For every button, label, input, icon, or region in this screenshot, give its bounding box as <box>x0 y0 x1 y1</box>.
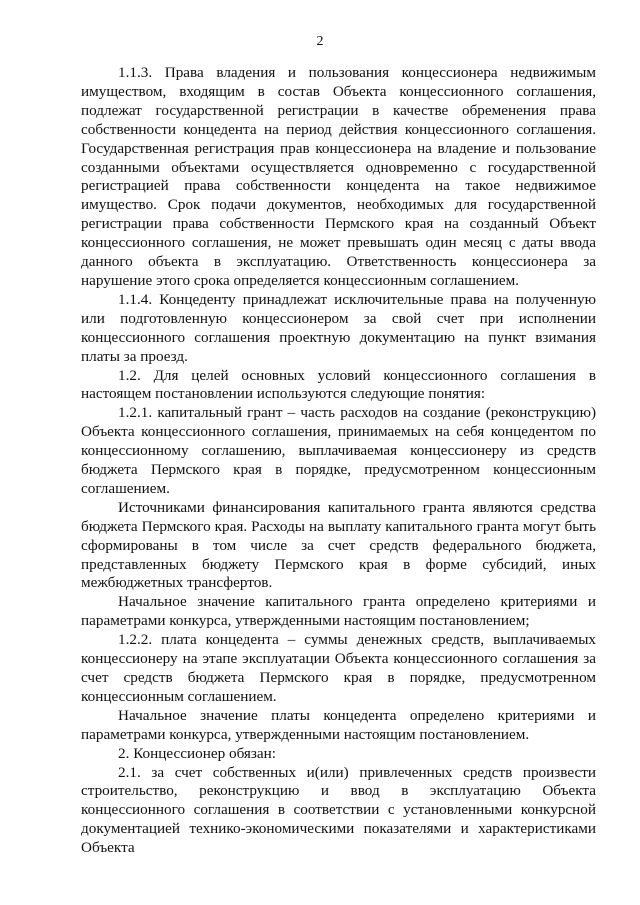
document-body <box>81 64 596 858</box>
paragraph-funding-sources: Источниками финансирования капитального гранта являются средства бюджета Пермского края. Расходы на выплату капитального гранта могут быть сформированы в том числе за счет средств федерального бюджета, представленных бюджету Пермского края в форме субсидий, иных межбюджетных трансфертов. <box>81 498 596 592</box>
paragraph-1-2-1: 1.2.1. капитальный грант – часть расходов на создание (реконструкцию) Объекта концессионного соглашения, принимаемых на себя концедентом по концессионному соглашению, выплачиваемая концессионеру из средств бюджета Пермского края в порядке, предусмотренном концессионным соглашением. <box>81 404 596 497</box>
paragraph-grant-initial-value: Начальное значение капитального гранта определено критериями и параметрами конкурса, утвержденными настоящим постановлением; <box>81 593 596 630</box>
paragraph-2-1: 2.1. за счет собственных и(или) привлеченных средств произвести строительство, реконструкцию и ввод в эксплуатацию Объекта концессионного соглашения в соответствии с установленными конкурсной документацией технико-экономическими показателями и характеристиками Объекта <box>81 763 596 857</box>
paragraph-payment-initial-value: Начальное значение платы концедента определено критериями и параметрами конкурса, утвержденными настоящим постановлением. <box>81 706 596 743</box>
paragraph-2: 2. Концессионер обязан: <box>118 744 277 762</box>
paragraph-1-2: 1.2. Для целей основных условий концессионного соглашения в настоящем постановлении используются следующие понятия: <box>81 366 596 403</box>
paragraph-1-1-4: 1.1.4. Концеденту принадлежат исключительные права на полученную или подготовленную концессионером за свой счет при исполнении концессионного соглашения проектную документацию на пункт взимания платы за проезд. <box>81 290 596 365</box>
paragraph-1-1-3: 1.1.3. Права владения и пользования концессионера недвижимым имуществом, входящим в состав Объекта концессионного соглашения, подлежат государственной регистрации в качестве обременения права собственности концедента на период действия концессионного соглашения. Государственная регистрация прав концессионера на владение и пользование созданными объектами осуществляется одновременно с государственной регистрацией права собственности концедента на такое недвижимое имущество. Срок подачи документов, необходимых для государственной регистрации права собственности Пермского края на созданный Объект концессионного соглашения, не может превышать один месяц с даты ввода данного объекта в эксплуатацию. Ответственность концессионера за нарушение этого срока определяется концессионным соглашением. <box>81 64 596 289</box>
page-number: 2 <box>316 34 324 49</box>
paragraph-1-2-2: 1.2.2. плата концедента – суммы денежных средств, выплачиваемых концессионеру на этапе эксплуатации Объекта концессионного соглашения за счет средств бюджета Пермского края в порядке, предусмотренном концессионным соглашением. <box>81 631 596 705</box>
